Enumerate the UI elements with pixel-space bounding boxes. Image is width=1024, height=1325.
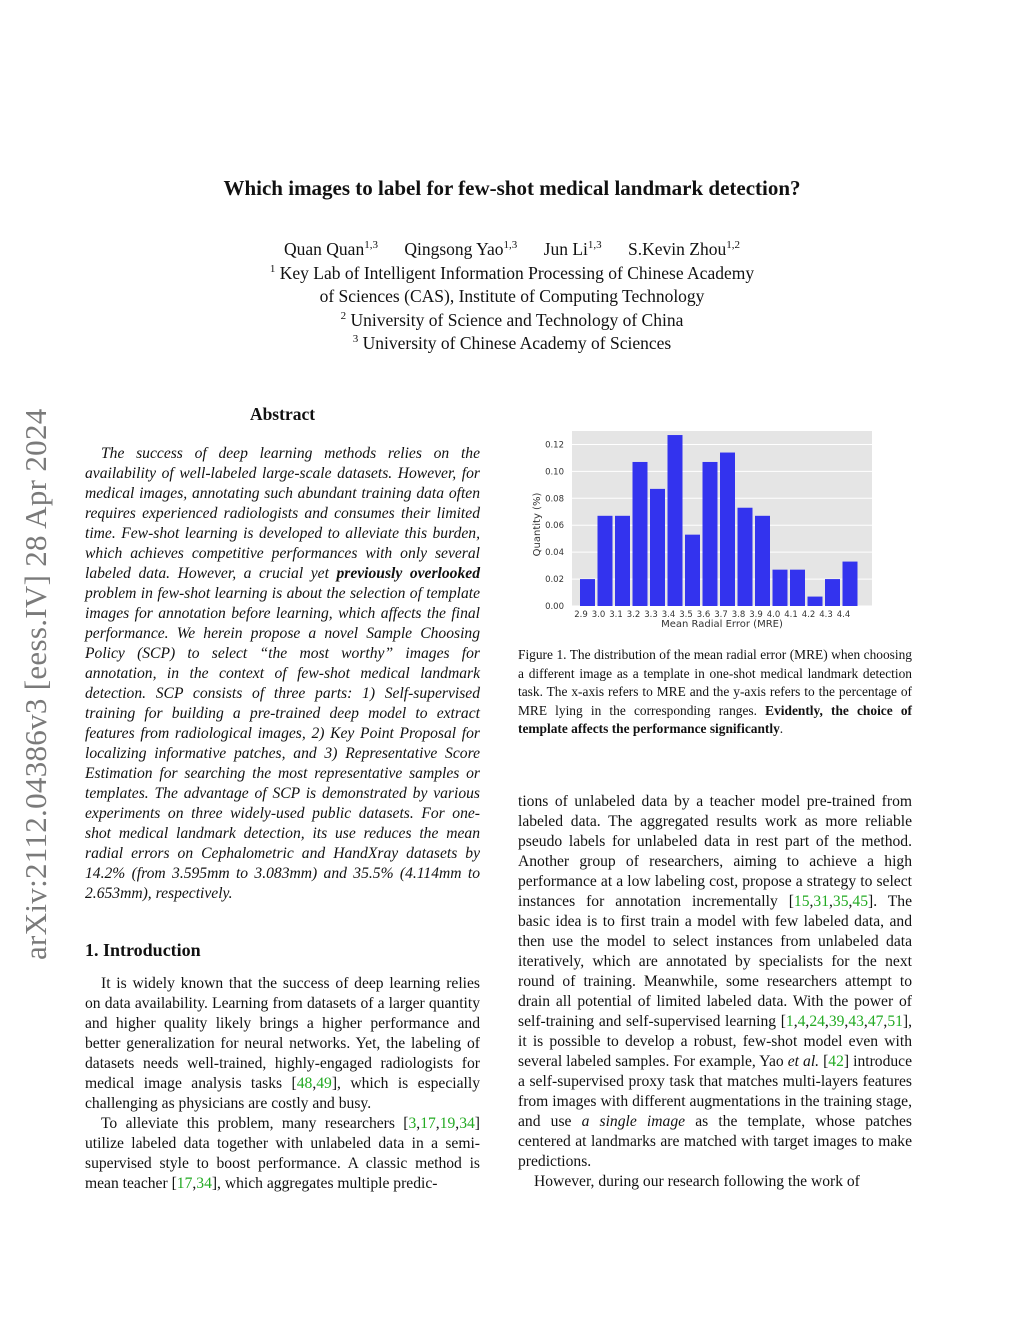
citation-link[interactable]: 19 bbox=[439, 1115, 456, 1132]
abstract-text: The success of deep learning methods relies on the availability of well-labeled large-scale datasets. However, for medical images, annotating such abundant training data often requires experienced radiologists and consumes their limited time. Few-shot learning is developed to alleviate this burden, which achieves competitive performances with only several labeled data. However, a crucial yet previously overlooked problem in few-shot learning is about the selection of template images for annotation before learning, which affects the final performance. We herein propose a novel Sample Choosing Policy (SCP) to select “the most worthy” images for annotation, in the context of few-shot medical landmark detection. SCP consists of three parts: 1) Self-supervised training for building a pre-trained deep model to extract features from radiological images, 2) Key Point Proposal for localizing informative patches, and 3) Representative Score Estimation for searching the most representative samples or templates. The advantage of SCP is demonstrated by various experiments on three widely-used public datasets. For one-shot medical landmark detection, its use reduces the mean radial errors on Cephalometric and HandXray datasets by 14.2% (from 3.595mm to 3.083mm) and 35.5% (4.114mm to 2.653mm), respectively. bbox=[85, 445, 480, 902]
y-tick-label: 0.12 bbox=[545, 440, 564, 451]
citation-link[interactable]: 34 bbox=[196, 1175, 212, 1192]
x-tick-label: 3.9 bbox=[749, 610, 763, 620]
citation-link[interactable]: 39 bbox=[828, 1013, 845, 1030]
figure-caption: Figure 1. The distribution of the mean radial error (MRE) when choosing a different image as a template in one-shot medical landmark detection task. The x-axis refers to MRE and the y-axis refers to the percentage of MRE lying in the corresponding ranges. Evidently, the choice of template affects the performance significantly. bbox=[518, 647, 912, 736]
abstract-heading: Abstract bbox=[249, 404, 316, 424]
citation-link[interactable]: 35 bbox=[832, 893, 849, 910]
citation-link[interactable]: 17 bbox=[176, 1175, 193, 1192]
author-block bbox=[0, 238, 1024, 356]
x-tick-label: 3.8 bbox=[731, 610, 746, 620]
affiliation-3: $^3$ University of Chinese Academy of Sciences bbox=[352, 333, 672, 353]
citation-link[interactable]: 24 bbox=[809, 1013, 825, 1030]
bar bbox=[773, 570, 788, 606]
citation-link[interactable]: 15 bbox=[793, 893, 810, 910]
bar bbox=[668, 435, 683, 606]
bar bbox=[598, 516, 613, 606]
x-tick-label: 4.4 bbox=[836, 610, 851, 620]
bar bbox=[685, 535, 700, 606]
x-tick-label: 3.3 bbox=[644, 610, 658, 620]
citation-link[interactable]: 34 bbox=[459, 1115, 475, 1132]
x-tick-label: 3.6 bbox=[696, 610, 711, 620]
author: Qingsong Yao$^{1,3}$ bbox=[404, 239, 518, 259]
x-tick-label: 4.2 bbox=[801, 610, 816, 620]
bar bbox=[703, 462, 718, 606]
paragraph: tions of unlabeled data by a teacher model pre-trained from labeled data. The aggregated results work as more reliable pseudo labels for unlabeled data in rest part of the method. Another group of researchers, aiming to achieve a high performance at a low labeling cost, propose a strategy to select instances for annotation incrementally [15,31,35,45]. The basic idea is to first train a model with few labeled data, and then use the model to select instances from unlabeled data iteratively, which are annotated by specialists for the next round of training. Meanwhile, some researchers attempt to drain all potential of limited labeled data. With the power of self-training and self-supervised learning [1,4,24,39,43,47,51], it is possible to develop a robust, few-shot model even with several labeled samples. For example, Yao et al. [42] introduce a self-supervised proxy task that matches multi-layers features from images with different augmentations in the training stage, and use a single image as the template, whose patches centered at landmarks are matched with target images to make predictions. bbox=[518, 793, 913, 1170]
bar bbox=[825, 579, 840, 606]
x-tick-label: 4.1 bbox=[784, 610, 798, 620]
author: Quan Quan$^{1,3}$ bbox=[284, 239, 378, 259]
citation-link[interactable]: 45 bbox=[852, 893, 868, 910]
citation-link[interactable]: 1 bbox=[785, 1013, 794, 1030]
author: Jun Li$^{1,3}$ bbox=[543, 239, 602, 259]
citation-link[interactable]: 51 bbox=[887, 1013, 903, 1030]
bar bbox=[808, 597, 823, 606]
bar bbox=[615, 516, 630, 606]
arxiv-side-label: arXiv:2112.04386v3 [eess.IV] 28 Apr 2024 bbox=[18, 408, 53, 960]
bar bbox=[843, 562, 858, 606]
citation-link[interactable]: 4 bbox=[797, 1013, 806, 1030]
citation-link[interactable]: 42 bbox=[828, 1053, 844, 1070]
citation-link[interactable]: 17 bbox=[420, 1115, 436, 1132]
paragraph: To alleviate this problem, many researchers [3,17,19,34] utilize labeled data together with unlabeled data in a semi-supervised style to boost performance. A classic method is mean teacher [17,34], which aggregates multiple predic- bbox=[85, 1115, 480, 1192]
citation-link[interactable]: 31 bbox=[813, 893, 829, 910]
paragraph: It is widely known that the success of deep learning relies on data availability. Learning from datasets of a larger quantity and higher quality likely brings a higher performance and better generalization for neural networks. Yet, the labeling of datasets needs well-trained, highly-engaged radiologists for medical image analysis tasks [48,49], which is especially challenging as physicians are costly and busy. bbox=[85, 975, 480, 1112]
y-tick-label: 0.08 bbox=[545, 494, 564, 505]
x-tick-label: 4.3 bbox=[819, 610, 833, 620]
y-tick-label: 0.02 bbox=[545, 575, 564, 586]
bar bbox=[650, 489, 665, 606]
bar bbox=[580, 579, 595, 606]
paper-title: Which images to label for few-shot medical landmark detection? bbox=[223, 176, 801, 200]
author-names bbox=[0, 238, 1024, 262]
x-axis-label: Mean Radial Error (MRE) bbox=[661, 619, 783, 630]
author: S.Kevin Zhou$^{1,2}$ bbox=[628, 239, 740, 259]
y-tick-label: 0.04 bbox=[545, 548, 564, 559]
citation-link[interactable]: 47 bbox=[867, 1013, 884, 1030]
citation-link[interactable]: 48 bbox=[296, 1075, 313, 1092]
citation-link[interactable]: 43 bbox=[848, 1013, 864, 1030]
x-tick-label: 3.2 bbox=[626, 610, 641, 620]
section-heading-introduction: 1. Introduction bbox=[85, 940, 201, 960]
x-tick-label: 4.0 bbox=[766, 610, 781, 620]
affiliation-2: $^2$ University of Science and Technology of China bbox=[340, 309, 684, 330]
citation-link[interactable]: 49 bbox=[316, 1075, 332, 1092]
x-tick-label: 3.1 bbox=[609, 610, 623, 620]
paragraph: However, during our research following the work of bbox=[534, 1173, 860, 1190]
affiliation-1: $^1$ Key Lab of Intelligent Information Processing of Chinese Academy bbox=[269, 262, 755, 283]
affiliation-1-cont: of Sciences (CAS), Institute of Computing Technology bbox=[319, 286, 705, 306]
mre-distribution-chart bbox=[526, 425, 878, 635]
x-tick-label: 2.9 bbox=[574, 610, 588, 620]
citation-link[interactable]: 3 bbox=[408, 1115, 417, 1132]
y-tick-label: 0.00 bbox=[545, 602, 564, 612]
bar bbox=[738, 508, 753, 606]
y-tick-label: 0.10 bbox=[545, 467, 564, 478]
introduction-text bbox=[85, 974, 480, 1194]
bar bbox=[720, 453, 735, 606]
x-tick-label: 3.7 bbox=[714, 610, 728, 620]
bar bbox=[790, 570, 805, 606]
x-tick-label: 3.0 bbox=[591, 610, 606, 620]
x-tick-label: 3.4 bbox=[661, 610, 676, 620]
y-tick-label: 0.06 bbox=[545, 521, 564, 532]
y-axis-label: Quantity (%) bbox=[532, 492, 543, 557]
bar bbox=[633, 462, 648, 606]
x-tick-label: 3.5 bbox=[679, 610, 693, 620]
bar bbox=[755, 516, 770, 606]
right-column-text bbox=[518, 792, 912, 1192]
